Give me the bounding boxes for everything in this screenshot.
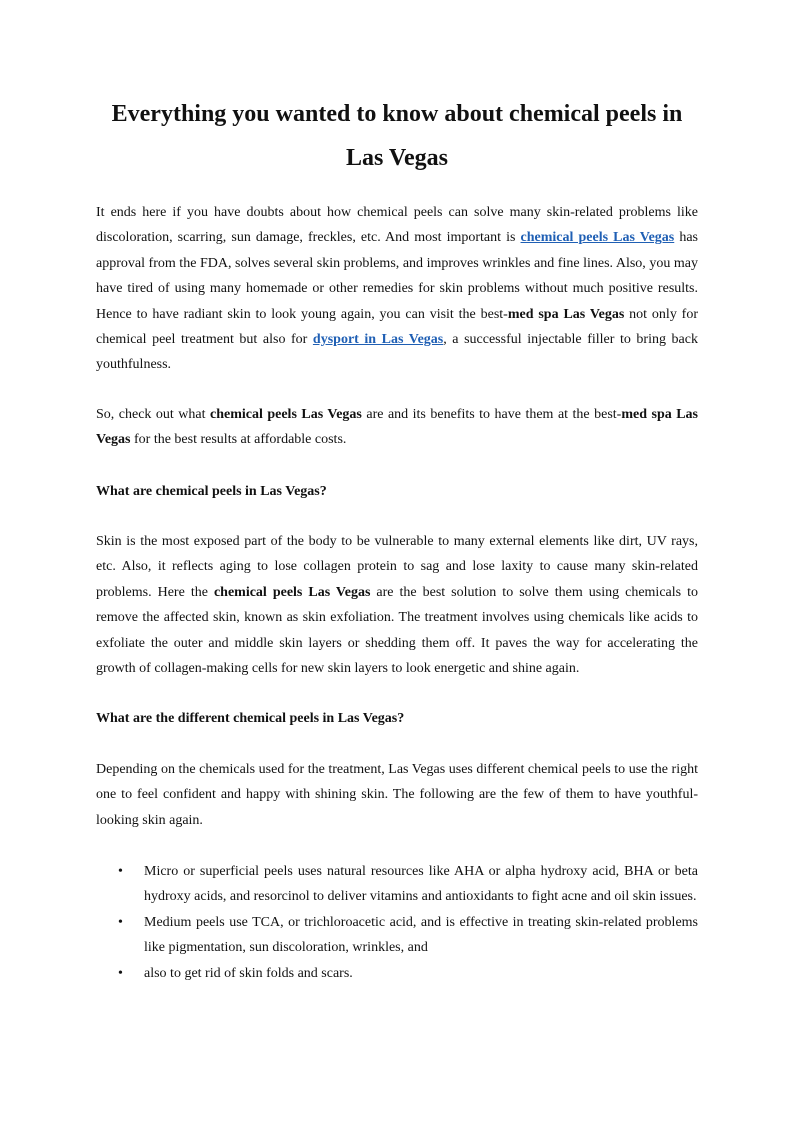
bullet-icon: • (118, 914, 123, 930)
section-heading-what-are: What are chemical peels in Las Vegas? (96, 484, 327, 499)
list-item-text: Micro or superficial peels uses natural resources like AHA or alpha hydroxy acid, BHA or beta hydroxy acids, and resorcinol to deliver vitamins and antioxidants to fight acne and oil skin issues. (144, 864, 698, 905)
intro-text-1: It ends here if you have doubts about how chemical peels can solve many skin-related problems like discoloration, scarring, sun damage, freckles, etc. And most important is (96, 205, 698, 246)
definition-text-2: are the best solution to solve them using chemicals to remove the affected skin, known as skin exfoliation. The treatment involves using chemicals like acids to exfoliate the outer and middle skin layers or shedding them off. It paves the way for accelerating the growth of collagen-making cells for new skin layers to look energetic and shine again. (96, 584, 698, 677)
bullet-icon: • (118, 864, 123, 879)
bullet-icon: • (118, 965, 123, 981)
list-item (96, 910, 698, 961)
page-title: Everything you wanted to know about chemical peels in Las Vegas (111, 101, 683, 171)
summary-bold-1: chemical peels Las Vegas (209, 407, 362, 422)
summary-paragraph (96, 402, 698, 453)
definition-bold-1: chemical peels Las Vegas (213, 584, 371, 600)
chemical-peels-link[interactable]: chemical peels Las Vegas (520, 230, 675, 246)
intro-text-2: has approval from the FDA, solves several skin problems, and improves wrinkles and fine lines. Also, you may have tired of using many homemade or other remedies for skin problems without much positive results. Hence to have radiant skin to look young again, you can visit the best- (96, 230, 699, 322)
summary-text-2: are and its benefits to have them at the best- (361, 407, 622, 422)
types-paragraph: Depending on the chemicals used for the treatment, Las Vegas uses different chemical peels to use the right one to feel confident and happy with shining skin. The following are the few of them to have youthful-looking skin again. (96, 762, 698, 828)
definition-text-1: Skin is the most exposed part of the body to be vulnerable to many external elements like dirt, UV rays, etc. Also, it reflects aging to lose collagen protein to sag and lose laxity to cause many skin-related problems. Here the (96, 534, 698, 600)
intro-text-4: , a successful injectable filler to bring back youthfulness. (96, 332, 698, 373)
peel-types-list (96, 859, 698, 986)
list-item-text: also to get rid of skin folds and scars. (144, 965, 353, 981)
list-item (96, 961, 698, 986)
list-item (96, 859, 698, 910)
definition-paragraph (96, 529, 698, 681)
section-heading-different: What are the different chemical peels in Las Vegas? (96, 711, 405, 726)
intro-paragraph (96, 200, 698, 378)
summary-bold-2: med spa Las Vegas (96, 407, 698, 448)
intro-bold-1: med spa Las Vegas (507, 306, 625, 322)
summary-text-3: for the best results at affordable costs. (130, 432, 347, 448)
intro-text-3: not only for chemical peel treatment but also for (96, 306, 698, 348)
summary-text-1: So, check out what (96, 407, 210, 422)
list-item-text: Medium peels use TCA, or trichloroacetic acid, and is effective in treating skin-related problems like pigmentation, sun discoloration, wrinkles, and (144, 914, 698, 956)
dysport-link[interactable]: dysport in Las Vegas (312, 332, 444, 348)
